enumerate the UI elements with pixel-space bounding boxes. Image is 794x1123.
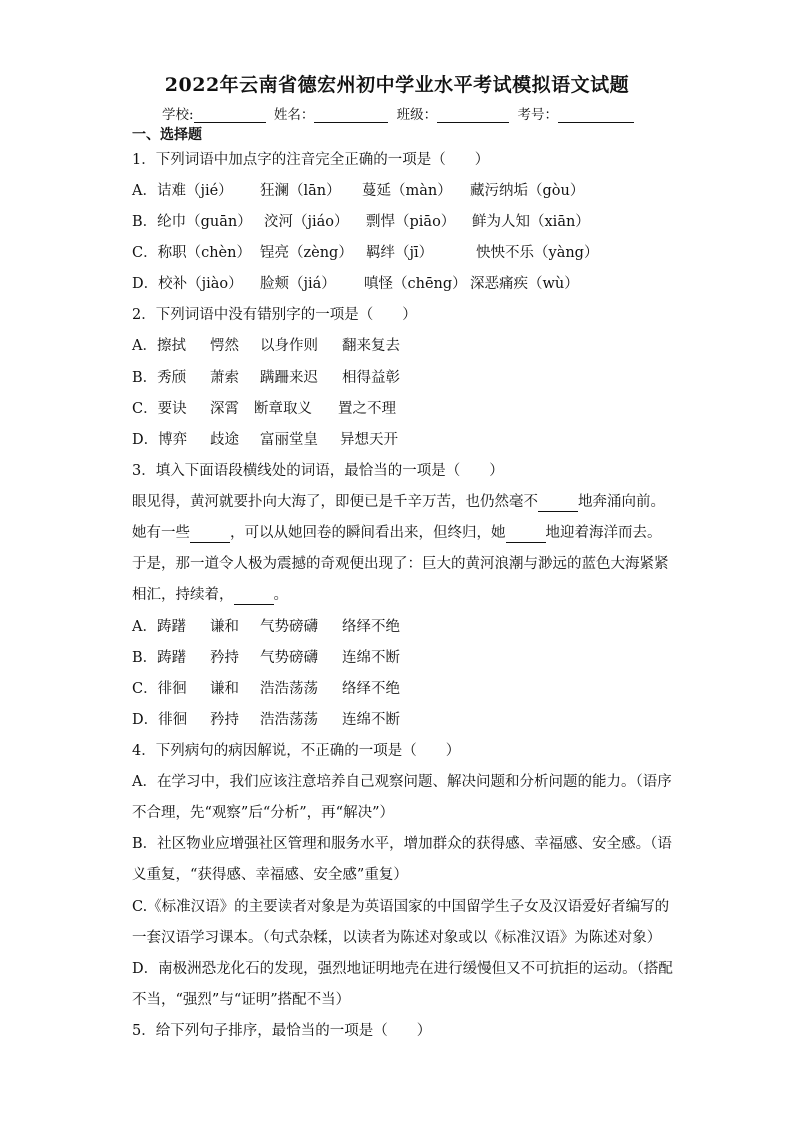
q3-passage-line-2: 她有一些 ，可以从她回卷的瞬间看出来，但终归，她 地迎着海洋而去。 bbox=[132, 525, 662, 541]
fill-blank-1[interactable] bbox=[538, 497, 578, 512]
q2-option-a: A．擦拭 愕然 以身作则 翻来复去 bbox=[132, 338, 400, 354]
number-blank[interactable] bbox=[558, 109, 634, 123]
page-title: 2022年云南省德宏州初中学业水平考试模拟语文试题 bbox=[164, 74, 630, 96]
student-info-row bbox=[162, 103, 638, 123]
number-label: 考号： bbox=[517, 107, 558, 123]
fill-blank-3[interactable] bbox=[506, 528, 546, 543]
q3-passage-line-1: 眼见得，黄河就要扑向大海了，即便已是千辛万苦，也仍然毫不 地奔涌向前。 bbox=[132, 494, 665, 510]
q4-option-c-line-2: 一套汉语学习课本。（句式杂糅，以读者为陈述对象或以《标准汉语》为陈述对象） bbox=[132, 930, 662, 946]
class-label: 班级： bbox=[396, 107, 438, 123]
q2-option-b: B．秀颀 萧索 蹒跚来迟 相得益彰 bbox=[132, 370, 400, 386]
q3-option-c: C．徘徊 谦和 浩浩荡荡 络绎不绝 bbox=[132, 681, 400, 697]
q2-stem: 2．下列词语中没有错别字的一项是（ ） bbox=[132, 307, 417, 323]
q4-option-c-line-1: C.《标准汉语》的主要读者对象是为英语国家的中国留学生子女及汉语爱好者编写的 bbox=[132, 899, 670, 915]
q3-passage-line-3: 于是，那一道令人极为震撼的奇观便出现了：巨大的黄河浪潮与渺远的蓝色大海紧紧 bbox=[132, 556, 669, 572]
q3-option-a: A．踌躇 谦和 气势磅礴 络绎不绝 bbox=[132, 619, 400, 635]
school-blank[interactable] bbox=[194, 109, 266, 123]
q4-option-b-line-2: 义重复，“获得感、幸福感、安全感”重复） bbox=[132, 867, 408, 883]
q1-option-d: D．校补（jiào） 脸颊（jiá） 嗔怪（chēng） 深恶痛疾（wù） bbox=[132, 276, 579, 292]
q3-option-d: D．徘徊 矜持 浩浩荡荡 连绵不断 bbox=[132, 712, 400, 728]
q3-option-b: B．踌躇 矜持 气势磅礴 连绵不断 bbox=[132, 650, 400, 666]
q1-stem: 1．下列词语中加点字的注音完全正确的一项是（ ） bbox=[132, 152, 490, 168]
q3-passage-line-4: 相汇，持续着， 。 bbox=[132, 587, 288, 603]
name-label: 姓名： bbox=[273, 107, 315, 123]
q4-option-b-line-1: B．社区物业应增强社区管理和服务水平，增加群众的获得感、幸福感、安全感。（语 bbox=[132, 836, 672, 852]
fill-blank-4[interactable] bbox=[234, 590, 274, 605]
q4-option-a-line-2: 不合理，先“观察”后“分析”，再“解决”） bbox=[132, 805, 394, 821]
name-blank[interactable] bbox=[314, 109, 388, 123]
school-label: 学校: bbox=[162, 107, 194, 123]
q2-option-d: D．博弈 歧途 富丽堂皇 异想天开 bbox=[132, 432, 398, 448]
q4-stem: 4．下列病句的病因解说，不正确的一项是（ ） bbox=[132, 743, 461, 759]
q5-stem: 5．给下列句子排序，最恰当的一项是（ ） bbox=[132, 1023, 432, 1039]
class-blank[interactable] bbox=[437, 109, 509, 123]
q1-option-a: A．诘难（jié） 狂澜（lān） 蔓延（màn） 藏污纳垢（gòu） bbox=[132, 183, 585, 199]
q4-option-d-line-2: 不当，“强烈”与“证明”搭配不当） bbox=[132, 992, 351, 1008]
q4-option-d-line-1: D．南极洲恐龙化石的发现，强烈地证明地壳在进行缓慢但又不可抗拒的运动。（搭配 bbox=[132, 961, 673, 977]
q1-option-b: B．纶巾（guān） 洨河（jiáo） 剽悍（piāo） 鲜为人知（xiān） bbox=[132, 214, 590, 230]
q3-stem: 3．填入下面语段横线处的词语，最恰当的一项是（ ） bbox=[132, 463, 504, 479]
q1-option-c: C．称职（chèn） 锃亮（zèng） 羁绊（jī） 怏怏不乐（yàng） bbox=[132, 245, 599, 261]
q4-option-a-line-1: A．在学习中，我们应该注意培养自己观察问题、解决问题和分析问题的能力。（语序 bbox=[132, 774, 672, 790]
fill-blank-2[interactable] bbox=[190, 528, 230, 543]
section-heading: 一、选择题 bbox=[132, 127, 202, 143]
q2-option-c: C．要诀 深霄 断章取义 置之不理 bbox=[132, 401, 396, 417]
